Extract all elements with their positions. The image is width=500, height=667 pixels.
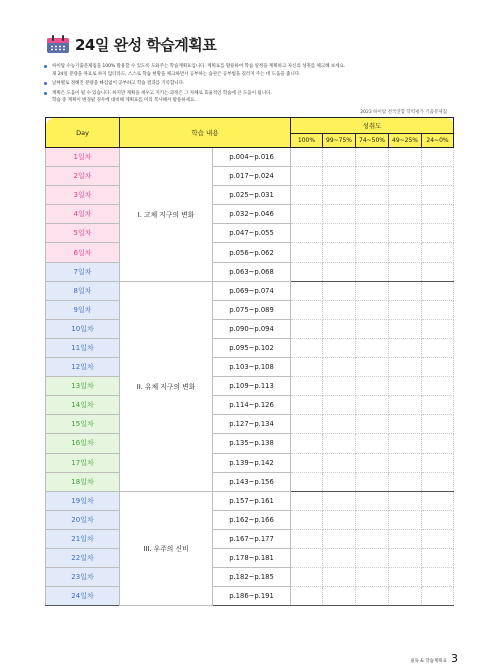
score-checkbox-cell[interactable] [389,358,422,377]
intro-note: 계획은 도움이 될 수 있습니다. 하지만 계획을 세우고 지키는 과정은 그 자체로 효율적인 학습에 큰 도움이 됩니다. [44,90,454,98]
score-checkbox-cell[interactable] [356,415,389,434]
score-checkbox-cell[interactable] [291,415,323,434]
pages-cell: p.069~p.074 [213,281,291,300]
score-checkbox-cell[interactable] [323,529,356,548]
score-checkbox-cell[interactable] [291,568,323,587]
content-column-header: 학습 내용 [120,118,291,148]
score-checkbox-cell[interactable] [389,224,422,243]
score-checkbox-cell[interactable] [422,186,454,205]
score-checkbox-cell[interactable] [291,472,323,491]
pages-cell: p.032~p.046 [213,205,291,224]
score-checkbox-cell[interactable] [356,358,389,377]
score-checkbox-cell[interactable] [389,491,422,510]
score-checkbox-cell[interactable] [422,434,454,453]
pages-cell: p.182~p.185 [213,568,291,587]
score-checkbox-cell[interactable] [291,491,323,510]
pages-cell: p.095~p.102 [213,338,291,357]
day-cell: 2일차 [46,167,120,186]
plan-row [46,453,454,472]
score-checkbox-cell[interactable] [389,281,422,300]
day-cell: 20일차 [46,510,120,529]
score-checkbox-cell[interactable] [323,167,356,186]
score-checkbox-cell[interactable] [356,377,389,396]
plan-row [46,491,454,510]
plan-row [46,224,454,243]
pages-cell: p.025~p.031 [213,186,291,205]
plan-row [46,186,454,205]
score-checkbox-cell[interactable] [291,377,323,396]
score-checkbox-cell[interactable] [323,186,356,205]
plan-row [46,587,454,606]
score-checkbox-cell[interactable] [323,472,356,491]
score-checkbox-cell[interactable] [356,205,389,224]
score-checkbox-cell[interactable] [323,587,356,606]
pages-cell: p.139~p.142 [213,453,291,472]
score-checkbox-cell[interactable] [389,338,422,357]
study-plan-table [45,117,454,606]
day-cell: 10일차 [46,319,120,338]
score-checkbox-cell[interactable] [323,243,356,262]
score-checkbox-cell[interactable] [291,262,323,281]
plan-row [46,396,454,415]
plan-row [46,338,454,357]
score-checkbox-cell[interactable] [422,377,454,396]
score-checkbox-cell[interactable] [356,262,389,281]
pages-cell: p.056~p.062 [213,243,291,262]
plan-row [46,568,454,587]
score-checkbox-cell[interactable] [323,548,356,567]
score-checkbox-cell[interactable] [422,243,454,262]
score-checkbox-cell[interactable] [291,300,323,319]
score-checkbox-cell[interactable] [422,358,454,377]
plan-row [46,358,454,377]
score-checkbox-cell[interactable] [422,587,454,606]
unit-cell: III. 우주의 신비 [120,491,213,606]
pages-cell: p.004~p.016 [213,148,291,167]
unit-cell: I. 고체 지구의 변화 [120,148,213,282]
day-cell: 23일차 [46,568,120,587]
score-checkbox-cell[interactable] [389,568,422,587]
score-checkbox-cell[interactable] [422,262,454,281]
score-checkbox-cell[interactable] [422,510,454,529]
score-checkbox-cell[interactable] [323,281,356,300]
pages-cell: p.178~p.181 [213,548,291,567]
score-checkbox-cell[interactable] [389,415,422,434]
plan-row [46,319,454,338]
page-header [47,33,216,55]
score-checkbox-cell[interactable] [323,262,356,281]
score-checkbox-cell[interactable] [389,434,422,453]
score-checkbox-cell[interactable] [356,548,389,567]
day-cell: 1일차 [46,148,120,167]
score-checkbox-cell[interactable] [356,300,389,319]
score-checkbox-cell[interactable] [389,529,422,548]
score-checkbox-cell[interactable] [389,548,422,567]
plan-row [46,167,454,186]
pages-cell: p.143~p.156 [213,472,291,491]
score-checkbox-cell[interactable] [389,587,422,606]
pages-cell: p.075~p.089 [213,300,291,319]
day-cell: 24일차 [46,587,120,606]
score-checkbox-cell[interactable] [291,205,323,224]
score-checkbox-cell[interactable] [356,453,389,472]
score-checkbox-cell[interactable] [356,186,389,205]
score-checkbox-cell[interactable] [389,396,422,415]
score-checkbox-cell[interactable] [389,510,422,529]
score-level-header: 100% [291,134,323,148]
score-checkbox-cell[interactable] [291,587,323,606]
score-checkbox-cell[interactable] [356,338,389,357]
score-checkbox-cell[interactable] [389,148,422,167]
score-checkbox-cell[interactable] [389,453,422,472]
score-checkbox-cell[interactable] [291,510,323,529]
score-checkbox-cell[interactable] [356,510,389,529]
pages-cell: p.127~p.134 [213,415,291,434]
pages-cell: p.103~p.108 [213,358,291,377]
plan-row [46,472,454,491]
score-checkbox-cell[interactable] [291,148,323,167]
score-checkbox-cell[interactable] [291,186,323,205]
score-checkbox-cell[interactable] [422,281,454,300]
score-checkbox-cell[interactable] [422,205,454,224]
score-checkbox-cell[interactable] [323,377,356,396]
day-cell: 17일차 [46,453,120,472]
day-cell: 5일차 [46,224,120,243]
plan-row [46,281,454,300]
score-checkbox-cell[interactable] [356,167,389,186]
score-checkbox-cell[interactable] [291,529,323,548]
score-checkbox-cell[interactable] [323,396,356,415]
score-checkbox-cell[interactable] [422,472,454,491]
day-cell: 7일차 [46,262,120,281]
score-checkbox-cell[interactable] [291,358,323,377]
score-checkbox-cell[interactable] [422,548,454,567]
day-cell: 9일차 [46,300,120,319]
plan-row [46,415,454,434]
pages-cell: p.135~p.138 [213,434,291,453]
day-cell: 18일차 [46,472,120,491]
pages-cell: p.114~p.126 [213,396,291,415]
day-cell: 3일차 [46,186,120,205]
score-checkbox-cell[interactable] [323,434,356,453]
plan-row [46,529,454,548]
day-cell: 22일차 [46,548,120,567]
score-checkbox-cell[interactable] [291,224,323,243]
score-level-header: 74~50% [356,134,389,148]
intro-note-continued: 학습 중 계획이 변경될 경우에 대비해 계획표를 미리 복사해서 활용하세요. [52,98,196,104]
pages-cell: p.186~p.191 [213,587,291,606]
pages-cell: p.047~p.055 [213,224,291,243]
score-checkbox-cell[interactable] [422,568,454,587]
plan-row [46,243,454,262]
day-cell: 4일차 [46,205,120,224]
pages-cell: p.162~p.166 [213,510,291,529]
score-checkbox-cell[interactable] [323,319,356,338]
plan-row [46,377,454,396]
plan-row [46,205,454,224]
pages-cell: p.157~p.161 [213,491,291,510]
day-cell: 21일차 [46,529,120,548]
score-checkbox-cell[interactable] [356,224,389,243]
score-checkbox-cell[interactable] [422,415,454,434]
score-checkbox-cell[interactable] [356,148,389,167]
score-checkbox-cell[interactable] [422,319,454,338]
score-level-header: 24~0% [422,134,454,148]
score-checkbox-cell[interactable] [422,338,454,357]
footer-text: 필독 & 학습계획표 [410,659,447,664]
intro-notes [44,63,454,105]
plan-row [46,262,454,281]
score-checkbox-cell[interactable] [422,491,454,510]
pages-cell: p.017~p.024 [213,167,291,186]
score-checkbox-cell[interactable] [356,587,389,606]
score-checkbox-cell[interactable] [389,186,422,205]
day-cell: 19일차 [46,491,120,510]
day-cell: 8일차 [46,281,120,300]
day-cell: 11일차 [46,338,120,357]
score-checkbox-cell[interactable] [291,243,323,262]
score-checkbox-cell[interactable] [389,205,422,224]
unit-cell: II. 유체 지구의 변화 [120,281,213,491]
score-checkbox-cell[interactable] [389,167,422,186]
pages-cell: p.109~p.113 [213,377,291,396]
score-checkbox-cell[interactable] [389,377,422,396]
score-checkbox-cell[interactable] [291,281,323,300]
score-checkbox-cell[interactable] [389,262,422,281]
day-cell: 15일차 [46,415,120,434]
score-checkbox-cell[interactable] [323,510,356,529]
score-checkbox-cell[interactable] [422,529,454,548]
plan-row [46,148,454,167]
intro-note: 날짜별로 정해진 분량을 빠짐없이 공부하고 학습 결과를 기록합니다. [44,80,454,88]
score-checkbox-cell[interactable] [356,396,389,415]
intro-note: 하이탑 수능기출문제집을 100% 활용할 수 있도록 도와주는 학습계획표입니다. 계획표를 활용하여 학습 일정을 계획하고 자신의 성취를 체크해 보세요. [44,63,454,71]
day-cell: 12일차 [46,358,120,377]
pages-cell: p.167~p.177 [213,529,291,548]
score-checkbox-cell[interactable] [356,243,389,262]
plan-row [46,434,454,453]
page-footer [410,652,458,665]
score-level-header: 49~25% [389,134,422,148]
score-checkbox-cell[interactable] [356,472,389,491]
score-checkbox-cell[interactable] [323,300,356,319]
score-level-header: 99~75% [323,134,356,148]
score-checkbox-cell[interactable] [291,167,323,186]
score-checkbox-cell[interactable] [356,434,389,453]
score-checkbox-cell[interactable] [422,300,454,319]
score-checkbox-cell[interactable] [291,453,323,472]
score-checkbox-cell[interactable] [356,319,389,338]
score-checkbox-cell[interactable] [356,281,389,300]
day-column-header: Day [46,118,120,148]
calendar-icon [47,35,69,53]
score-checkbox-cell[interactable] [323,224,356,243]
source-book: 2023 하이탑 전국연합 학력평가 기출문제집 [360,110,447,115]
plan-row [46,510,454,529]
score-checkbox-cell[interactable] [323,358,356,377]
score-checkbox-cell[interactable] [323,148,356,167]
score-checkbox-cell[interactable] [389,472,422,491]
pages-cell: p.090~p.094 [213,319,291,338]
score-checkbox-cell[interactable] [422,396,454,415]
plan-row [46,300,454,319]
day-cell: 14일차 [46,396,120,415]
day-cell: 13일차 [46,377,120,396]
page-number: 3 [451,652,458,665]
score-checkbox-cell[interactable] [323,453,356,472]
score-checkbox-cell[interactable] [291,338,323,357]
score-checkbox-cell[interactable] [323,415,356,434]
pages-cell: p.063~p.068 [213,262,291,281]
score-checkbox-cell[interactable] [422,167,454,186]
score-checkbox-cell[interactable] [389,300,422,319]
score-checkbox-cell[interactable] [356,529,389,548]
score-checkbox-cell[interactable] [356,568,389,587]
score-checkbox-cell[interactable] [323,338,356,357]
intro-note-continued: 제 24일 분량을 목표로 하지 않더라도, 스스로 학습 현황을 체크하면서 공부하는 습관은 공부법을 길러지 주는 데 도움을 줍니다. [52,71,301,77]
score-checkbox-cell[interactable] [323,568,356,587]
page-title: 24일 완성 학습계획표 [75,35,217,54]
score-checkbox-cell[interactable] [422,224,454,243]
score-checkbox-cell[interactable] [291,319,323,338]
score-checkbox-cell[interactable] [323,205,356,224]
score-checkbox-cell[interactable] [323,491,356,510]
plan-row [46,548,454,567]
score-checkbox-cell[interactable] [422,148,454,167]
score-checkbox-cell[interactable] [389,243,422,262]
score-checkbox-cell[interactable] [389,319,422,338]
score-checkbox-cell[interactable] [356,491,389,510]
score-checkbox-cell[interactable] [291,548,323,567]
score-checkbox-cell[interactable] [291,396,323,415]
day-cell: 6일차 [46,243,120,262]
score-checkbox-cell[interactable] [422,453,454,472]
day-cell: 16일차 [46,434,120,453]
score-column-header: 성취도 [291,118,454,134]
score-checkbox-cell[interactable] [291,434,323,453]
